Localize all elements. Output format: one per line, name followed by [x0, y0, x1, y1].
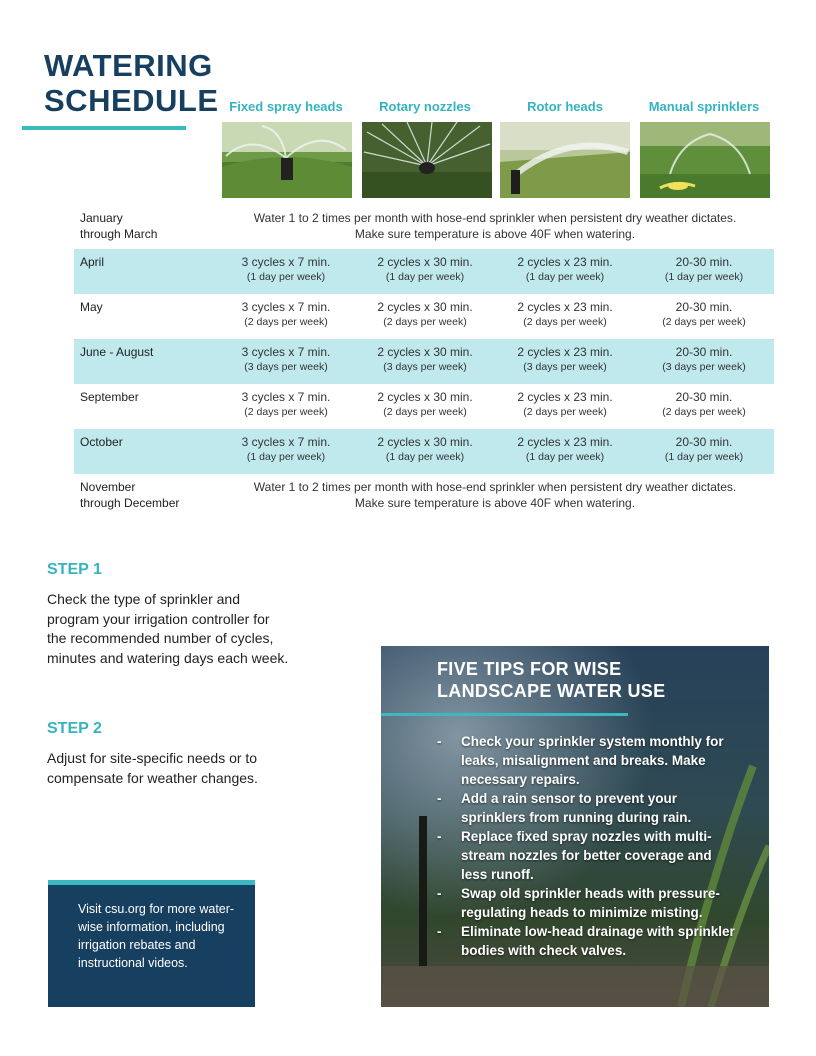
schedule-cell: 2 cycles x 23 min. (1 day per week): [517, 255, 613, 283]
rotor-head-photo: [500, 122, 630, 198]
nov-dec-note: Water 1 to 2 times per month with hose-end sprinkler when persistent dry weather dictates. Make sure temperature is above 40F when watering.: [253, 480, 737, 510]
schedule-cell: 2 cycles x 30 min. (1 day per week): [377, 435, 473, 463]
schedule-cell: 2 cycles x 23 min. (2 days per week): [517, 390, 613, 418]
schedule-cell: 2 cycles x 30 min. (3 days per week): [377, 345, 473, 373]
tips-list: [437, 732, 737, 960]
schedule-cell: 3 cycles x 7 min. (2 days per week): [241, 390, 331, 418]
schedule-cell: 3 cycles x 7 min. (3 days per week): [241, 345, 331, 373]
schedule-cell: 3 cycles x 7 min. (1 day per week): [241, 255, 331, 283]
step-1-title: STEP 1: [47, 561, 102, 578]
watering-schedule-table: [74, 205, 774, 520]
month-label: April: [80, 255, 105, 269]
bullet-dash: -: [437, 734, 442, 749]
tips-title-underline: [381, 713, 628, 716]
tip-item: - Add a rain sensor to prevent your sprinklers from running during rain.: [437, 791, 692, 825]
month-label: June - August: [80, 345, 154, 359]
step-2-body: Adjust for site-specific needs or to compensate for weather changes.: [47, 750, 258, 786]
column-header-manual-sprinklers: Manual sprinklers: [648, 99, 760, 114]
schedule-cell: 20-30 min. (2 days per week): [662, 390, 746, 418]
bullet-dash: -: [437, 791, 442, 806]
table-row-jan-mar: [74, 205, 774, 249]
month-label: September: [80, 390, 139, 404]
title-line-1: WATERING: [44, 48, 213, 83]
visit-text: Visit csu.org for more water-wise information, including irrigation rebates and instructional videos.: [78, 902, 235, 970]
schedule-cell: 2 cycles x 30 min. (2 days per week): [377, 390, 473, 418]
schedule-cell: 2 cycles x 23 min. (1 day per week): [517, 435, 613, 463]
schedule-cell: 20-30 min. (1 day per week): [664, 255, 744, 283]
schedule-cell: 2 cycles x 23 min. (3 days per week): [517, 345, 613, 373]
table-row-nov-dec: [74, 474, 774, 520]
schedule-cell: 20-30 min. (1 day per week): [664, 435, 744, 463]
tip-item: - Replace fixed spray nozzles with multi-stream nozzles for better coverage and less runoff.: [437, 829, 712, 882]
bullet-dash: -: [437, 829, 442, 844]
tips-title: [437, 658, 737, 702]
tips-title-line-1: FIVE TIPS FOR WISE: [437, 659, 622, 679]
page-title: [44, 48, 224, 118]
schedule-cell: 2 cycles x 30 min. (1 day per week): [377, 255, 473, 283]
schedule-cell: 3 cycles x 7 min. (2 days per week): [241, 300, 331, 328]
tip-item: - Eliminate low-head drainage with sprinkler bodies with check valves.: [437, 924, 735, 958]
manual-sprinkler-photo: [640, 122, 770, 198]
schedule-cell: 2 cycles x 30 min. (2 days per week): [377, 300, 473, 328]
bullet-dash: -: [437, 886, 442, 901]
schedule-cell: 20-30 min. (3 days per week): [662, 345, 746, 373]
tip-item: - Check your sprinkler system monthly for leaks, misalignment and breaks. Make necessary repairs.: [437, 734, 724, 787]
table-row-june-august: [74, 339, 774, 384]
rotary-nozzle-photo: [362, 122, 492, 198]
table-row-april: [74, 249, 774, 294]
month-label: January through March: [80, 211, 158, 241]
step-1-body: Check the type of sprinkler and program your irrigation controller for the recommended number of cycles, minutes and watering days each week.: [47, 591, 289, 666]
month-label: November through December: [80, 480, 180, 510]
column-header-rotor-heads: Rotor heads: [527, 99, 603, 114]
column-header-fixed-spray: Fixed spray heads: [229, 99, 343, 114]
table-row-october: [74, 429, 774, 474]
title-line-2: SCHEDULE: [44, 83, 219, 118]
visit-info-box: [48, 885, 255, 1007]
step-2-title: STEP 2: [47, 720, 102, 737]
schedule-cell: 20-30 min. (2 days per week): [662, 300, 746, 328]
fixed-spray-photo: [222, 122, 352, 198]
table-row-may: [74, 294, 774, 339]
month-label: October: [80, 435, 123, 449]
title-underline: [22, 126, 186, 130]
jan-mar-note: Water 1 to 2 times per month with hose-end sprinkler when persistent dry weather dictates. Make sure temperature is above 40F when watering.: [253, 211, 737, 241]
column-header-rotary-nozzles: Rotary nozzles: [379, 99, 471, 114]
month-label: May: [80, 300, 103, 314]
bullet-dash: -: [437, 924, 442, 939]
schedule-cell: 3 cycles x 7 min. (1 day per week): [241, 435, 331, 463]
table-row-september: [74, 384, 774, 429]
tips-panel: [381, 646, 769, 1007]
schedule-cell: 2 cycles x 23 min. (2 days per week): [517, 300, 613, 328]
tips-title-line-2: LANDSCAPE WATER USE: [437, 681, 666, 701]
tip-item: - Swap old sprinkler heads with pressure-regulating heads to minimize misting.: [437, 886, 720, 920]
